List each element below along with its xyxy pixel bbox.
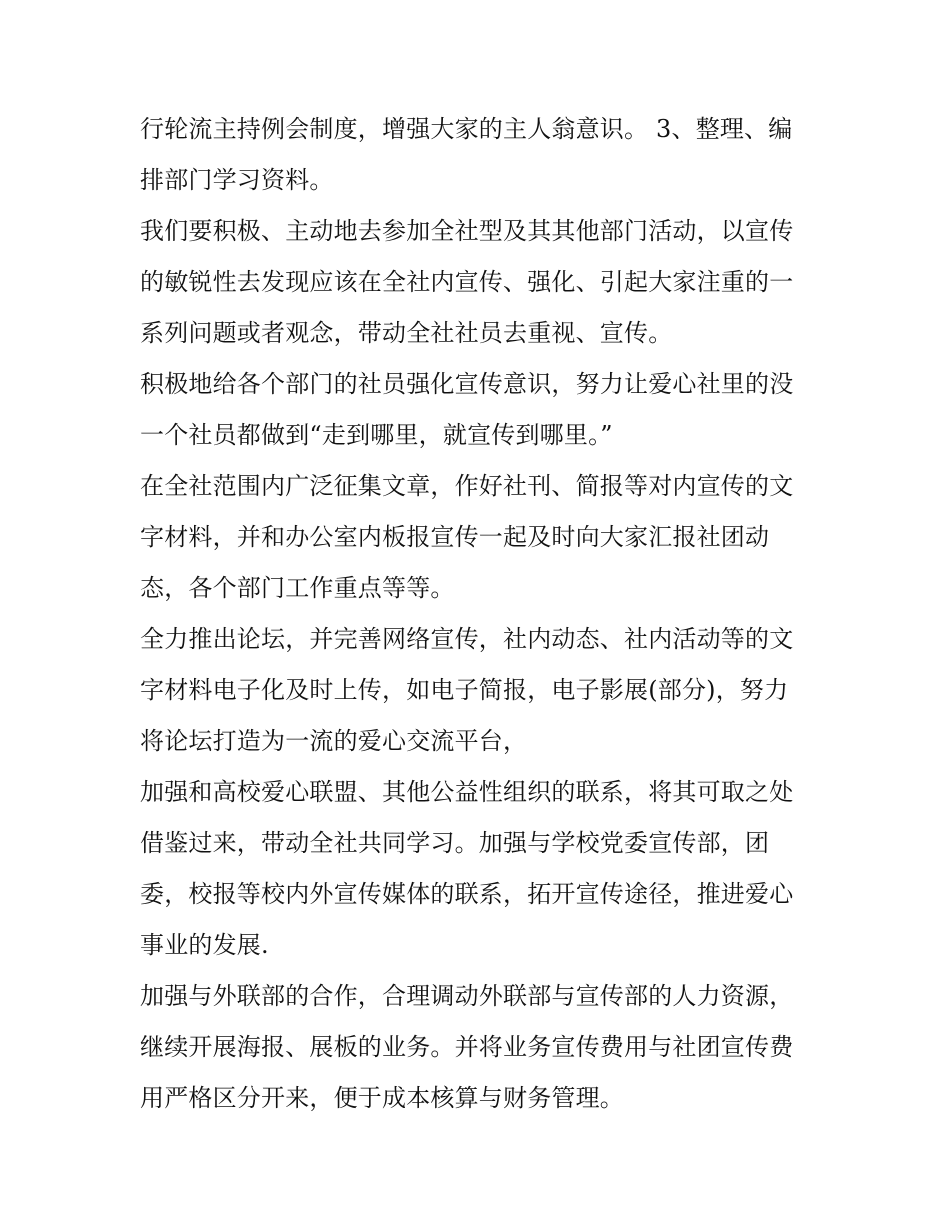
paragraph: 积极地给各个部门的社员强化宣传意识，努力让爱心社里的没一个社员都做到“走到哪里，就宣传到哪里。” (140, 370, 794, 449)
paragraph: 全力推出论坛，并完善网络宣传，社内动态、社内活动等的文字材料电子化及时上传，如电子简报，电子影展(部分)，努力将论坛打造为一流的爱心交流平台， (140, 625, 794, 755)
paragraph: 我们要积极、主动地去参加全社型及其其他部门活动，以宣传的敏锐性去发现应该在全社内宣传、强化、引起大家注重的一系列问题或者观念，带动全社社员去重视、宣传。 (140, 217, 794, 347)
paragraph: 在全社范围内广泛征集文章，作好社刊、简报等对内宣传的文字材料，并和办公室内板报宣传一起及时向大家汇报社团动态，各个部门工作重点等等。 (140, 472, 794, 602)
paragraph: 行轮流主持例会制度，增强大家的主人翁意识。 3、整理、编排部门学习资料。 (140, 115, 793, 194)
document-body (140, 104, 812, 1124)
paragraph: 加强与外联部的合作，合理调动外联部与宣传部的人力资源，继续开展海报、展板的业务。并将业务宣传费用与社团宣传费用严格区分开来，便于成本核算与财务管理。 (140, 982, 794, 1112)
paragraph: 加强和高校爱心联盟、其他公益性组织的联系，将其可取之处借鉴过来，带动全社共同学习。加强与学校党委宣传部，团委，校报等校内外宣传媒体的联系，拓开宣传途径，推进爱心事业的发展. (140, 778, 794, 959)
